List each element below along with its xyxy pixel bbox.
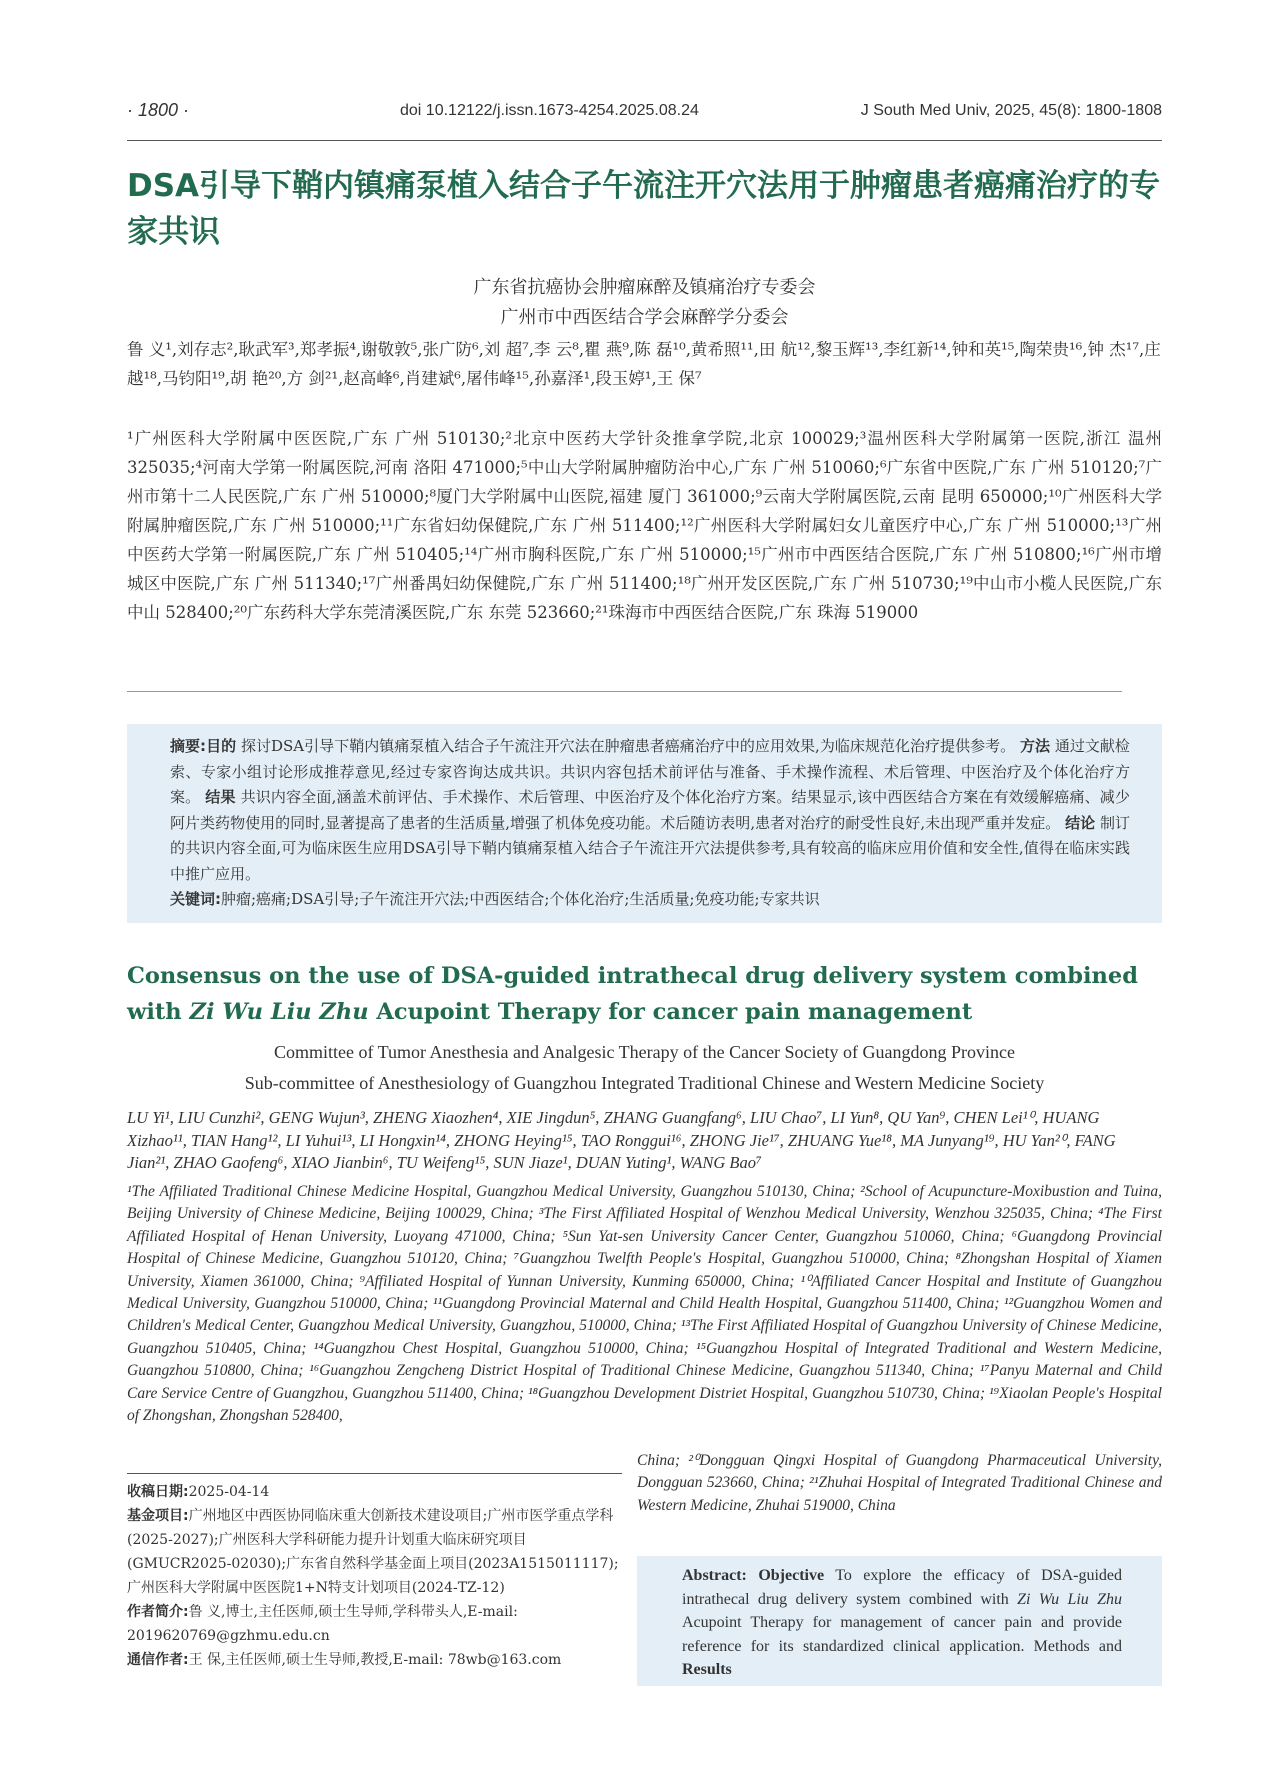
header-rule [127, 140, 1162, 141]
organization-en: Committee of Tumor Anesthesia and Analgesic Therapy of the Cancer Society of Guangdong Province [273, 1042, 1016, 1062]
objective-text: 探讨DSA引导下鞘内镇痛泵植入结合子午流注开穴法在肿瘤患者癌痛治疗中的应用效果,为临床规范化治疗提供参考。 [240, 737, 1016, 755]
title-en-italic: Zi Wu Liu Zhu [189, 999, 369, 1025]
journal-citation: J South Med Univ, 2025, 45(8): 1800-1808 [860, 102, 1162, 119]
keywords-label: 关键词: [170, 890, 221, 908]
conclusion-text: 制订的共识内容全面,可为临床医生应用DSA引导下鞘内镇痛泵植入结合子午流注开穴法提供参考,具有较高的临床应用价值和安全性,值得在临床实践中推广应用。 [170, 813, 1130, 883]
methods-text: 通过文献检索、专家小组讨论形成推荐意见,经过专家咨询达成共识。共识内容包括术前评估与准备、手术操作流程、术后管理、中医治疗及个体化治疗方案。 [170, 737, 1130, 806]
organizations-cn [127, 273, 1162, 333]
fund-text: 广州地区中西医协同临床重大创新技术建设项目;广州市医学重点学科(2025-2027);广州医科大学科研能力提升计划重大临床研究项目(GMUCR2025-02030);广东省自然科学基金面上项目(2023A1515011117);广州医科大学附属中医医院1+N特支计划项目(2024-TZ-12) [127, 1508, 619, 1596]
abstract-en-text1: To explore the efficacy of DSA-guided intrathecal drug delivery system combined with [682, 1567, 1122, 1608]
authors-cn: 鲁 义¹,刘存志²,耿武军³,郑孝振⁴,谢敬敦⁵,张广防⁶,刘 超⁷,李 云⁸,瞿 燕⁹,陈 磊¹⁰,黄希照¹¹,田 航¹²,黎玉辉¹³,李红新¹⁴,钟和英¹⁵,陶荣贵¹⁶,钟 杰¹⁷,庄 越¹⁸,马钧阳¹⁹,胡 艳²⁰,方 剑²¹,赵高峰⁶,肖建斌⁶,屠伟峰¹⁵,孙嘉泽¹,段玉婷¹,王 保⁷ [127, 340, 1161, 388]
fund-note [127, 1504, 622, 1600]
results-en-label: Results [682, 1661, 732, 1678]
fund-label: 基金项目: [127, 1508, 189, 1524]
title-en [127, 958, 1162, 1030]
received-note [127, 1480, 622, 1504]
abstract-en-label: Abstract: [682, 1567, 747, 1584]
footnotes [127, 1473, 622, 1672]
title-en-part2: Acupoint Therapy for cancer pain management [368, 999, 973, 1025]
abstract-en-italic: Zi Wu Liu Zhu [1017, 1590, 1123, 1608]
affiliations-en: ¹The Affiliated Traditional Chinese Medicine Hospital, Guangzhou Medical University, Guangzhou 510130, China; ²School of Acupuncture-Moxibustion and Tuina, Beijing University of Chinese Medicine, Beijing 100029, China; ³The First Affiliated Hospital of Wenzhou Medical University, Wenzhou 325035, China; ⁴The First Affiliated Hospital of Henan University, Luoyang 471000, China; ⁵Sun Yat-sen University Cancer Center, Guangzhou 510060, China; ⁶Guangdong Provincial Hospital of Chinese Medicine, Guangzhou 510120, China; ⁷Guangzhou Twelfth People's Hospital, Guangzhou 510000, China; ⁸Zhongshan Hospital of Xiamen University, Xiamen 361000, China; ⁹Affiliated Hospital of Yunnan University, Kunming 650000, China; ¹⁰Affiliated Cancer Hospital and Institute of Guangzhou Medical University, Guangzhou 510000, China; ¹¹Guangdong Provincial Maternal and Child Health Hospital, Guangzhou 511400, China; ¹²Guangzhou Women and Children's Medical Center, Guangzhou Medical University, Guangzhou, 510000, China; ¹³The First Affiliated Hospital of Guangzhou University of Chinese Medicine, Guangzhou 510405, China; ¹⁴Guangzhou Chest Hospital, Guangzhou 510000, China; ¹⁵Guangzhou Hospital of Integrated Traditional and Western Medicine, Guangzhou 510800, China; ¹⁶Guangzhou Zengcheng District Hospital of Traditional Chinese Medicine, Guangzhou 511340, China; ¹⁷Panyu Maternal and Child Care Service Centre of Guangzhou, Guangzhou 511400, China; ¹⁸Guangzhou Development Distriet Hospital, Guangzhou 510730, China; ¹⁹Xiaolan People's Hospital of Zhongshan, Zhongshan 528400, [127, 1183, 1162, 1425]
organization-en: Sub-committee of Anesthesiology of Guangzhou Integrated Traditional Chinese and Western Medicine Society [244, 1073, 1045, 1093]
keywords-text: 肿瘤;癌痛;DSA引导;子午流注开穴法;中西医结合;个体化治疗;生活质量;免疫功能;专家共识 [221, 890, 820, 908]
title-cn: DSA引导下鞘内镇痛泵植入结合子午流注开穴法用于肿瘤患者癌痛治疗的专家共识 [127, 168, 1161, 250]
organization-cn: 广东省抗癌协会肿瘤麻醉及镇痛治疗专委会 [473, 277, 816, 298]
organization-cn: 广州市中西医结合学会麻醉学分委会 [500, 307, 789, 328]
title-en-part1: Consensus on the use of DSA-guided intrathecal drug delivery system combined with [127, 963, 1138, 1025]
abstract-cn [170, 734, 1130, 913]
affiliations-en-continued: China; ²⁰Dongguan Qingxi Hospital of Guangdong Pharmaceutical University, Dongguan 523660, China; ²¹Zhuhai Hospital of Integrated Traditional Chinese and Western Medicine, Zhuhai 519000, China [637, 1452, 1162, 1514]
corresponding-note [127, 1648, 622, 1672]
doi[interactable]: doi 10.12122/j.issn.1673-4254.2025.08.24 [400, 102, 699, 119]
results-label: 结果 [205, 788, 236, 806]
corresponding-text: 王 保,主任医师,硕士生导师,教授,E-mail: 78wb@163.com [188, 1652, 562, 1668]
affiliation-rule [127, 691, 1122, 692]
running-header [127, 100, 1162, 126]
author-label: 作者简介: [127, 1604, 189, 1620]
abstract-label: 摘要: [170, 737, 207, 755]
abstract-en-box [637, 1556, 1162, 1686]
author-text: 鲁 义,博士,主任医师,硕士生导师,学科带头人,E-mail: 2019620769@gzhmu.edu.cn [127, 1604, 518, 1644]
conclusion-label: 结论 [1065, 813, 1096, 832]
methods-label: 方法 [1019, 737, 1051, 755]
abstract-cn-box [127, 724, 1162, 923]
author-note [127, 1600, 622, 1648]
abstract-en [682, 1564, 1122, 1682]
corresponding-label: 通信作者: [127, 1652, 189, 1668]
organizations-en [127, 1037, 1162, 1099]
objective-label: 目的 [206, 737, 237, 755]
received-date: 2025-04-14 [188, 1484, 270, 1500]
objective-en-label: Objective [758, 1567, 825, 1584]
page-number: · 1800 · [127, 100, 190, 120]
received-label: 收稿日期: [127, 1484, 189, 1500]
abstract-en-text2: Acupoint Therapy for management of cancer pain and provide reference for its standardized clinical application. Methods and [682, 1614, 1122, 1655]
paper-page [127, 0, 1162, 1790]
affiliations-cn: ¹广州医科大学附属中医医院,广东 广州 510130;²北京中医药大学针灸推拿学院,北京 100029;³温州医科大学附属第一医院,浙江 温州 325035;⁴河南大学第一附属医院,河南 洛阳 471000;⁵中山大学附属肿瘤防治中心,广东 广州 510060;⁶广东省中医院,广东 广州 510120;⁷广州市第十二人民医院,广东 广州 510000;⁸厦门大学附属中山医院,福建 厦门 361000;⁹云南大学附属医院,云南 昆明 650000;¹⁰广州医科大学附属肿瘤医院,广东 广州 510000;¹¹广东省妇幼保健院,广东 广州 511400;¹²广州医科大学附属妇女儿童医疗中心,广东 广州 510000;¹³广州中医药大学第一附属医院,广东 广州 510405;¹⁴广州市胸科医院,广东 广州 510000;¹⁵广州市中西医结合医院,广东 广州 510800;¹⁶广州市增城区中医院,广东 广州 511340;¹⁷广州番禺妇幼保健院,广东 广州 511400;¹⁸广州开发区医院,广东 广州 510730;¹⁹中山市小榄人民医院,广东 中山 528400;²⁰广东药科大学东莞清溪医院,广东 东莞 523660;²¹珠海市中西医结合医院,广东 珠海 519000 [127, 429, 1162, 622]
results-text: 共识内容全面,涵盖术前评估、手术操作、术后管理、中医治疗及个体化治疗方案。结果显示,该中西医结合方案在有效缓解癌痛、减少阿片类药物使用的同时,显著提高了患者的生活质量,增强了机体免疫功能。术后随访表明,患者对治疗的耐受性良好,未出现严重并发症。 [170, 788, 1130, 832]
authors-en: LU Yi¹, LIU Cunzhi², GENG Wujun³, ZHENG Xiaozhen⁴, XIE Jingdun⁵, ZHANG Guangfang⁶, LIU Chao⁷, LI Yun⁸, QU Yan⁹, CHEN Lei¹⁰, HUANG Xizhao¹¹, TIAN Hang¹², LI Yuhui¹³, LI Hongxin¹⁴, ZHONG Heying¹⁵, TAO Ronggui¹⁶, ZHONG Jie¹⁷, ZHUANG Yue¹⁸, MA Junyang¹⁹, HU Yan²⁰, FANG Jian²¹, ZHAO Gaofeng⁶, XIAO Jianbin⁶, TU Weifeng¹⁵, SUN Jiaze¹, DUAN Yuting¹, WANG Bao⁷ [127, 1108, 1116, 1172]
